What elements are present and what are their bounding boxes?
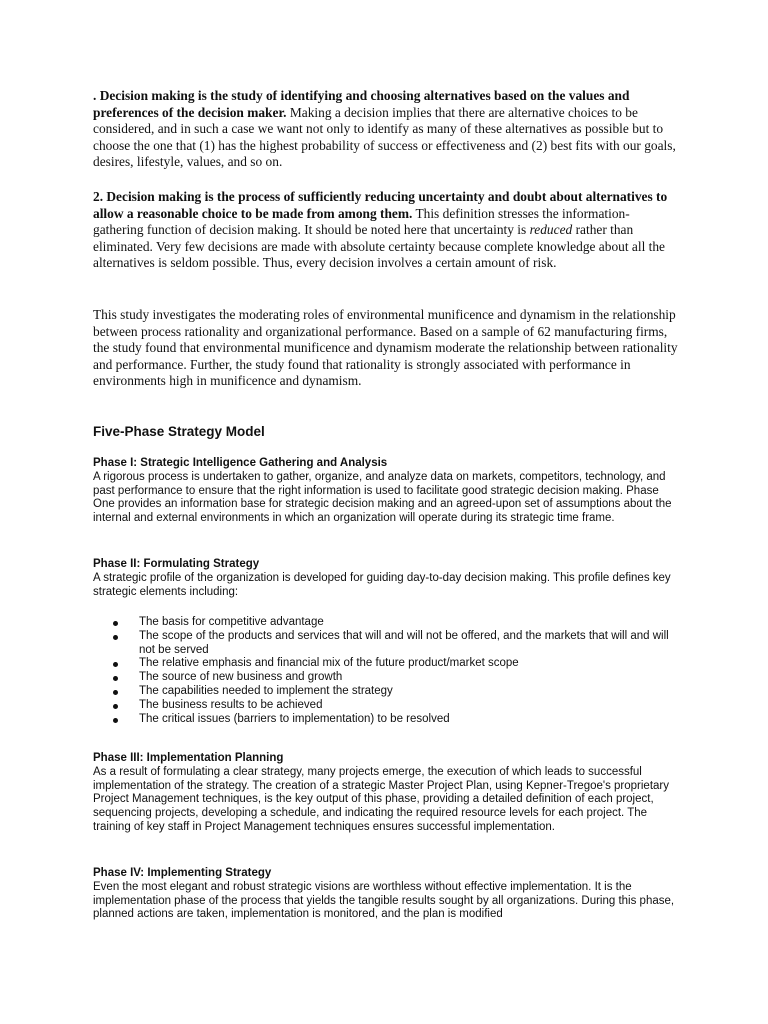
- phase-4-section: [93, 867, 678, 922]
- phase-2-section: [93, 558, 678, 599]
- definition-2-italic: reduced: [529, 222, 573, 238]
- bullet-icon: [113, 635, 118, 640]
- phase-3-title: Phase III: Implementation Planning: [93, 752, 284, 764]
- definition-1-text: Making a decision implies that there are alternative choices to be considered, and in such a case we want not only to identify as many of these alternatives as possible but to choose the one that (1) has the highest probability of success or effectiveness and (2) best fits with our goals, desires, lifestyle, values, and so on.: [93, 104, 676, 170]
- list-item-text: The scope of the products and services that will and will not be offered, and the markets that will and will not be served: [139, 629, 669, 656]
- definition-2-bold: 2. Decision making is the process of sufficiently reducing uncertainty and doubt about alternatives to allow a reasonable choice to be made from among them.: [93, 189, 668, 221]
- phase-4-text: Even the most elegant and robust strategic visions are worthless without effective implementation. It is the implementation phase of the process that yields the tangible results sought by all organizations. During this phase, planned actions are taken, implementation is monitored, and the plan is modified: [93, 880, 675, 921]
- phase-1-section: [93, 457, 678, 526]
- phase-3-section: [93, 752, 678, 835]
- phase-1-title: Phase I: Strategic Intelligence Gathering and Analysis: [93, 457, 388, 469]
- bullet-icon: [113, 690, 118, 695]
- definition-2-text-a: This definition stresses the information-gathering function of decision making. It should be noted here that uncertainty is: [93, 205, 630, 238]
- bullet-icon: [113, 676, 118, 681]
- list-item-text: The basis for competitive advantage: [139, 616, 324, 628]
- definition-1-bold: . Decision making is the study of identifying and choosing alternatives based on the values and preferences of the decision maker.: [93, 88, 630, 120]
- phase-2-text: A strategic profile of the organization is developed for guiding day-to-day decision making. This profile defines key strategic elements including:: [93, 571, 671, 598]
- list-item: [93, 630, 678, 658]
- list-item-text: The business results to be achieved: [139, 698, 323, 711]
- strategic-elements-list: [93, 616, 678, 726]
- bullet-icon: [113, 704, 118, 709]
- phase-1-text: A rigorous process is undertaken to gather, organize, and analyze data on markets, competitors, technology, and past performance to ensure that the right information is used to facilitate good strategic decision making. Phase One provides an information base for strategic decision making and an agreed-upon set of assumptions about the internal and external environments in which an organization will operate during its strategic time frame.: [93, 470, 672, 525]
- phase-3-text: As a result of formulating a clear strategy, many projects emerge, the execution of which leads to successful implementation of the strategy. The creation of a strategic Master Project Plan, using Kepner-Tregoe's proprietary Project Management techniques, is the key output of this phase, providing a detailed definition of each project, sequencing projects, developing a schedule, and indicating the required resource levels for each project. The training of key staff in Project Management techniques ensures successful implementation.: [93, 765, 669, 833]
- phase-2-title: Phase II: Formulating Strategy: [93, 558, 260, 570]
- definition-2-text-b: rather than eliminated. Very few decisions are made with absolute certainty because complete knowledge about all the alternatives is seldom possible. Thus, every decision involves a certain amount of risk.: [93, 222, 665, 271]
- list-item-text: The critical issues (barriers to implementation) to be resolved: [139, 712, 450, 725]
- list-item: [93, 699, 678, 713]
- bullet-icon: [113, 621, 118, 626]
- bullet-icon: [113, 718, 118, 723]
- list-item: [93, 671, 678, 685]
- definition-paragraph-2: [93, 189, 678, 272]
- study-paragraph: This study investigates the moderating roles of environmental munificence and dynamism in the relationship between process rationality and organizational performance. Based on a sample of 62 manufacturing firms, the study found that environmental munificence and dynamism moderate the relationship between rationality and performance. Further, the study found that rationality is strongly associated with performance in environments high in munificence and dynamism.: [93, 307, 678, 389]
- list-item: [93, 657, 678, 671]
- list-item: [93, 616, 678, 630]
- definition-paragraph-1: [93, 88, 678, 171]
- list-item: [93, 685, 678, 699]
- list-item-text: The relative emphasis and financial mix of the future product/market scope: [139, 657, 519, 670]
- list-item: [93, 713, 678, 727]
- model-title: Five-Phase Strategy Model: [93, 424, 265, 439]
- list-item-text: The capabilities needed to implement the strategy: [139, 684, 393, 697]
- list-item-text: The source of new business and growth: [139, 671, 343, 684]
- bullet-icon: [113, 662, 118, 667]
- phase-4-title: Phase IV: Implementing Strategy: [93, 867, 272, 879]
